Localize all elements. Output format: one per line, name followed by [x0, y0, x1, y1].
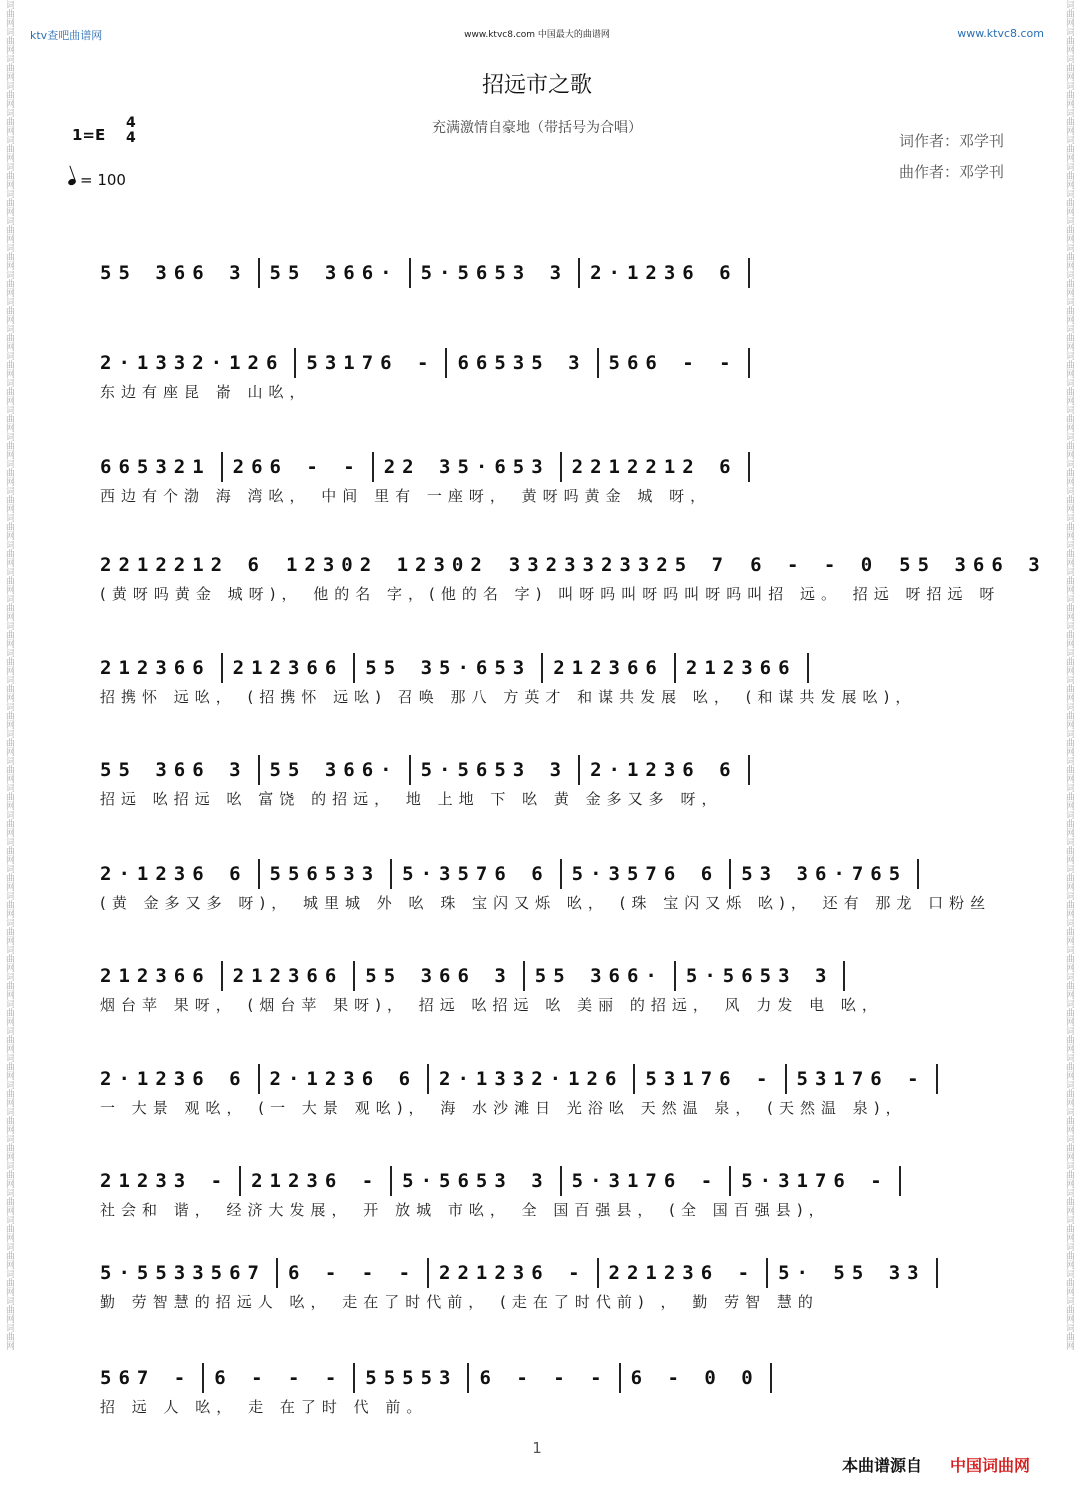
- barline: [239, 1166, 241, 1196]
- measure: 55553: [365, 1367, 458, 1389]
- composer-credit: 曲作者：邓学刊: [898, 163, 1004, 181]
- measure: 2·1236 6: [590, 759, 738, 781]
- notation-line: [100, 1064, 1000, 1094]
- barline: [785, 1064, 787, 1094]
- measure: 55 366 3: [365, 965, 513, 987]
- measure: 55 366·: [269, 759, 399, 781]
- lyrics-line: 勤 劳智慧的招远人 吆， 走在了时代前， (走在了时代前) ， 勤 劳智 慧的: [100, 1293, 819, 1311]
- barline: [467, 1363, 469, 1393]
- barline: [541, 653, 543, 683]
- barline: [294, 348, 296, 378]
- barline: [674, 653, 676, 683]
- measure: 55 366 3: [100, 262, 248, 284]
- barline: [258, 1064, 260, 1094]
- barline: [578, 258, 580, 288]
- barline: [276, 1258, 278, 1288]
- barline: [748, 348, 750, 378]
- barline: [258, 258, 260, 288]
- score-line: [100, 1258, 1000, 1312]
- measure: 55 366·: [534, 965, 664, 987]
- barline: [748, 755, 750, 785]
- barline: [221, 961, 223, 991]
- measure: 212366: [100, 657, 211, 679]
- score-line: [100, 348, 1000, 402]
- measure: 5·5653 3: [420, 262, 569, 284]
- song-title: 招远市之歌: [481, 73, 592, 98]
- lyrics-line: 招 远 人 吆， 走 在了时 代 前。: [100, 1398, 428, 1416]
- measure: 53176 -: [796, 1068, 926, 1090]
- lyrics-line: 社会和 谐， 经济大发展， 开 放城 市吆， 全 国百强县， (全 国百强县)，: [100, 1201, 830, 1219]
- measure: 556533: [269, 863, 381, 885]
- measure: 2212212 6: [100, 554, 266, 576]
- measure: 566 - -: [608, 352, 738, 374]
- time-signature: [126, 116, 136, 146]
- notation-line: [100, 1166, 1000, 1196]
- measure: 12302 12302: [285, 554, 489, 576]
- right-watermark-strip: 词曲网词曲网词曲网词曲网词曲网词曲网词曲网词曲网词曲网词曲网词曲网词曲网词曲网词曲网词曲网词曲网词曲网词曲网词曲网词曲网词曲网词曲网词曲网词曲网词曲网词曲网词曲网词曲网词曲网词曲网词曲网词曲网词曲网词曲网词曲网词曲网词曲网词曲网词曲网词曲网词曲网词曲网词曲网词曲网词曲网词曲网词曲网词曲网词曲网词曲网: [1064, 0, 1074, 1350]
- score-line: [100, 550, 1047, 604]
- measure: 3323323325 7: [508, 554, 731, 576]
- notation-line: [100, 755, 1000, 785]
- time-signature-top: 4: [126, 115, 136, 131]
- measure: 53176 -: [645, 1068, 775, 1090]
- notation-line: [100, 961, 1000, 991]
- lyrics-line: 西边有个渤 海 湾吆， 中间 里有 一座呀， 黄呀吗黄金 城 呀，: [100, 487, 712, 505]
- barline: [770, 1363, 772, 1393]
- barline: [899, 1166, 901, 1196]
- measure: 266 - -: [232, 456, 362, 478]
- score-line: [100, 1363, 1000, 1417]
- barline: [936, 1258, 938, 1288]
- measure: 2·1332·126: [100, 352, 285, 374]
- barline: [729, 1166, 731, 1196]
- score-line: [100, 755, 1000, 809]
- measure: 5·3576 6: [571, 863, 720, 885]
- barline: [202, 1363, 204, 1393]
- measure: 2·1332·126: [439, 1068, 624, 1090]
- header-center-text: www.ktvc8.com 中国最大的曲谱网: [464, 30, 610, 40]
- measure: 5·3176 -: [571, 1170, 720, 1192]
- barline: [372, 452, 374, 482]
- notation-line: [100, 258, 1000, 288]
- measure: 53176 -: [306, 352, 436, 374]
- measure: 55 366 3: [899, 554, 1047, 576]
- barline: [353, 1363, 355, 1393]
- source-label: 本曲谱源自: [842, 1456, 923, 1475]
- notation-line: [100, 1363, 1000, 1393]
- quarter-note-icon: [67, 178, 77, 186]
- barline: [445, 348, 447, 378]
- measure: 2·1236 6: [100, 1068, 248, 1090]
- measure: 55 366 3: [100, 759, 248, 781]
- barline: [560, 1166, 562, 1196]
- score-line: [100, 653, 1000, 707]
- lyrics-line: 一 大景 观吆， (一 大景 观吆)， 海 水沙滩日 光浴吆 天然温 泉， (天然温 泉)，: [100, 1099, 907, 1117]
- barline: [748, 258, 750, 288]
- barline: [748, 452, 750, 482]
- measure: 66535 3: [457, 352, 587, 374]
- measure: 6 - - -: [214, 1367, 344, 1389]
- measure: 665321: [100, 456, 211, 478]
- key-signature: 1=E: [72, 126, 106, 144]
- score-line: [100, 1064, 1000, 1118]
- barline: [843, 961, 845, 991]
- measure: 212366: [553, 657, 664, 679]
- measure: 21233 -: [100, 1170, 230, 1192]
- measure: 212366: [685, 657, 797, 679]
- barline: [674, 961, 676, 991]
- tempo-value: = 100: [80, 171, 126, 189]
- measure: 55 35·653: [365, 657, 532, 679]
- measure: 2·1236 6: [590, 262, 738, 284]
- notation-line: [100, 1258, 1000, 1288]
- measure: 21236 -: [251, 1170, 381, 1192]
- measure: 212366: [232, 657, 344, 679]
- header-right-site[interactable]: www.ktvc8.com: [957, 27, 1044, 40]
- score-line: [100, 452, 1000, 506]
- measure: 221236 -: [439, 1262, 587, 1284]
- measure: 6 - - 0: [750, 554, 880, 576]
- header-left-site[interactable]: ktv查吧曲谱网: [30, 29, 103, 42]
- notation-line: [100, 859, 1000, 889]
- barline: [936, 1064, 938, 1094]
- barline: [560, 859, 562, 889]
- barline: [390, 1166, 392, 1196]
- barline: [221, 653, 223, 683]
- measure: 5·5653 3: [685, 965, 834, 987]
- barline: [917, 859, 919, 889]
- barline: [427, 1258, 429, 1288]
- barline: [427, 1064, 429, 1094]
- lyrics-line: 东边有座昆 嵛 山吆，: [100, 383, 311, 401]
- left-watermark-strip: 词曲网词曲网词曲网词曲网词曲网词曲网词曲网词曲网词曲网词曲网词曲网词曲网词曲网词曲网词曲网词曲网词曲网词曲网词曲网词曲网词曲网词曲网词曲网词曲网词曲网词曲网词曲网词曲网词曲网词曲网词曲网词曲网词曲网词曲网词曲网词曲网词曲网词曲网词曲网词曲网词曲网词曲网词曲网词曲网词曲网词曲网词曲网词曲网词曲网词曲网: [4, 0, 14, 1350]
- barline: [523, 961, 525, 991]
- barline: [619, 1363, 621, 1393]
- barline: [633, 1064, 635, 1094]
- barline: [221, 452, 223, 482]
- notation-line: [100, 452, 1000, 482]
- measure: 221236 -: [608, 1262, 757, 1284]
- barline: [353, 961, 355, 991]
- measure: 5·3176 -: [741, 1170, 889, 1192]
- score-line: [100, 961, 1000, 1015]
- measure: 22 35·653: [383, 456, 550, 478]
- source-site-link[interactable]: 中国词曲网: [950, 1456, 1031, 1475]
- barline: [560, 452, 562, 482]
- notation-line: [100, 550, 1047, 580]
- measure: 5·5533567: [100, 1262, 266, 1284]
- lyrics-line: 招携怀 远吆， (招携怀 远吆) 召唤 那八 方英才 和谋共发展 吆， (和谋共发展吆)，: [100, 688, 917, 706]
- measure: 5·3576 6: [402, 863, 550, 885]
- measure: 6 - 0 0: [630, 1367, 760, 1389]
- barline: [258, 859, 260, 889]
- measure: 6 - - -: [479, 1367, 609, 1389]
- score-line: [100, 1166, 1000, 1220]
- score-line: [100, 859, 1000, 913]
- measure: 2212212 6: [571, 456, 738, 478]
- measure: 5·5653 3: [402, 1170, 550, 1192]
- notation-line: [100, 653, 1000, 683]
- lyrics-line: 烟台苹 果呀， (烟台苹 果呀)， 招远 吆招远 吆 美丽 的招远， 风 力发 电 吆，: [100, 996, 883, 1014]
- barline: [729, 859, 731, 889]
- barline: [597, 348, 599, 378]
- page-number: 1: [532, 1439, 542, 1457]
- measure: 6 - - -: [287, 1262, 418, 1284]
- barline: [409, 755, 411, 785]
- notation-line: [100, 348, 1000, 378]
- lyrics-line: 招远 吆招远 吆 富饶 的招远， 地 上地 下 吆 黄 金多又多 呀，: [100, 790, 723, 808]
- score-line: [100, 258, 1000, 291]
- barline: [409, 258, 411, 288]
- measure: 212366: [100, 965, 211, 987]
- barline: [807, 653, 809, 683]
- measure: 55 366·: [269, 262, 399, 284]
- lyrics-line: (黄呀吗黄金 城呀)， 他的名 字，(他的名 字) 叫呀吗叫呀吗叫呀吗叫招 远。 招远 呀招远 呀: [100, 585, 1001, 603]
- barline: [390, 859, 392, 889]
- time-signature-bottom: 4: [126, 130, 136, 146]
- measure: 5· 55 33: [778, 1262, 926, 1284]
- song-subtitle: 充满激情自豪地（带括号为合唱）: [432, 120, 642, 136]
- barline: [353, 653, 355, 683]
- barline: [597, 1258, 599, 1288]
- barline: [258, 755, 260, 785]
- measure: 212366: [232, 965, 344, 987]
- tempo-marking: [68, 171, 126, 189]
- measure: 2·1236 6: [269, 1068, 418, 1090]
- lyrics-line: (黄 金多又多 呀)， 城里城 外 吆 珠 宝闪又烁 吆， (珠 宝闪又烁 吆)， 还有 那龙 口粉丝: [100, 894, 992, 912]
- measure: 567 -: [100, 1367, 193, 1389]
- barline: [578, 755, 580, 785]
- measure: 53 36·765: [741, 863, 908, 885]
- measure: 2·1236 6: [100, 863, 248, 885]
- barline: [766, 1258, 768, 1288]
- measure: 5·5653 3: [420, 759, 569, 781]
- lyricist-credit: 词作者：邓学刊: [898, 132, 1004, 150]
